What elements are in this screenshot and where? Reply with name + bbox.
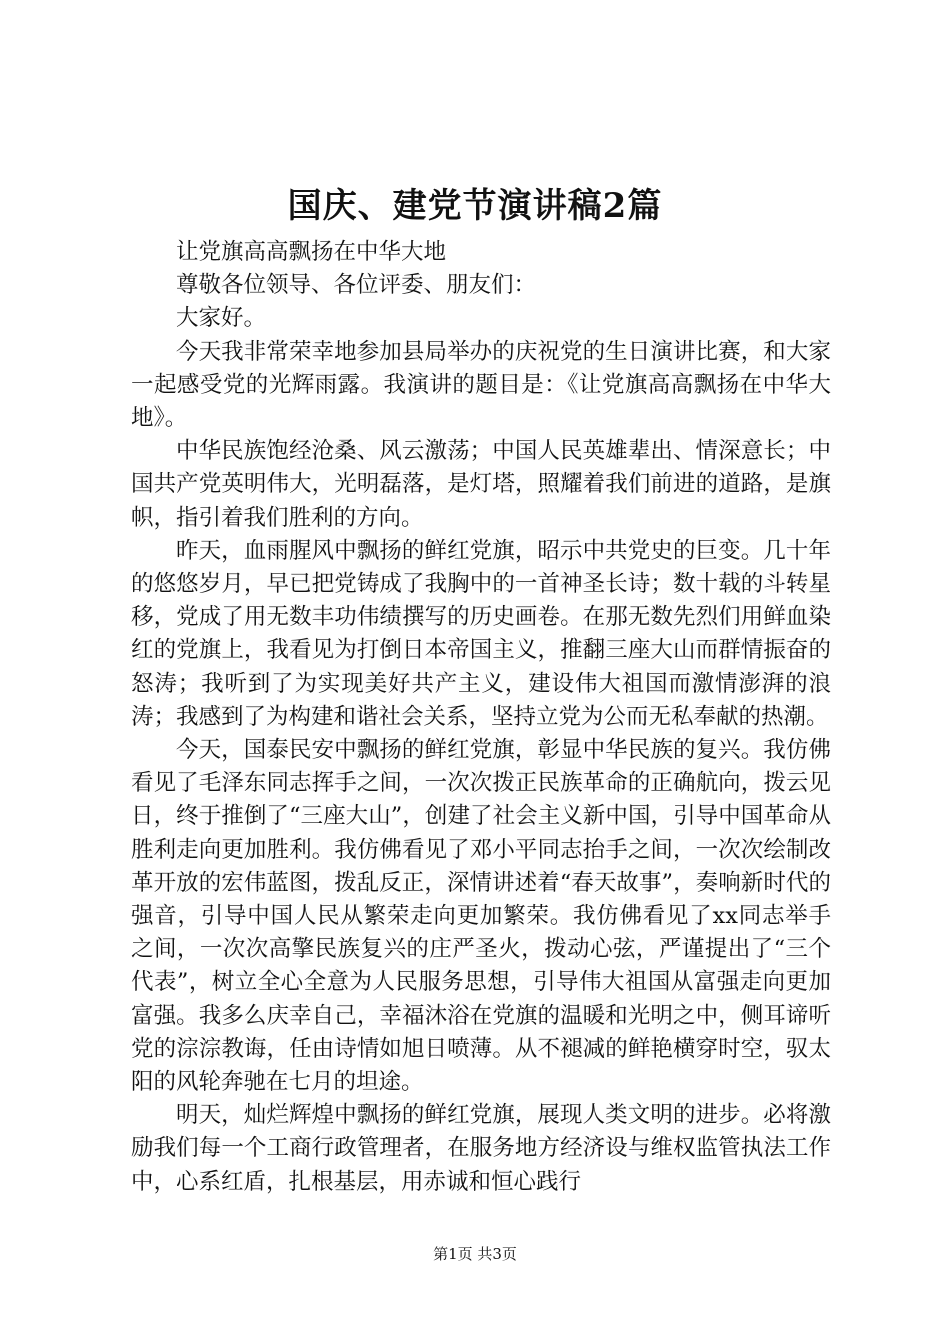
- paragraph: 明天，灿烂辉煌中飘扬的鲜红党旗，展现人类文明的进步。必将激励我们每一个工商行政管理者，在服务地方经济设与维权监管执法工作中，心系红盾，扎根基层，用赤诚和恒心践行: [131, 1102, 831, 1195]
- page-footer: 第1页 共3页: [433, 1245, 517, 1263]
- paragraph: 今天我非常荣幸地参加县局举办的庆祝党的生日演讲比赛，和大家一起感受党的光辉雨露。我演讲的题目是：《让党旗高高飘扬在中华大地》。: [131, 338, 831, 432]
- paragraph: 大家好。: [176, 305, 267, 332]
- paragraph: 中华民族饱经沧桑、风云激荡；中国人民英雄辈出、情深意长；中国共产党英明伟大，光明磊落，是灯塔，照耀着我们前进的道路，是旗帜，指引着我们胜利的方向。: [131, 438, 831, 531]
- paragraph: 让党旗高高飘扬在中华大地: [176, 239, 447, 265]
- paragraph: 尊敬各位领导、各位评委、朋友们：: [176, 272, 537, 299]
- paragraph: 昨天，血雨腥风中飘扬的鲜红党旗，昭示中共党史的巨变。几十年的悠悠岁月，早已把党铸成了我胸中的一首神圣长诗；数十载的斗转星移，党成了用无数丰功伟绩撰写的历史画卷。在那无数先烈们用鲜血染红的党旗上，我看见为打倒日本帝国主义，推翻三座大山而群情振奋的怒涛；我听到了为实现美好共产主义，建设伟大祖国而激情澎湃的浪涛；我感到了为构建和谐社会关系，坚持立党为公而无私奉献的热潮。: [131, 537, 831, 730]
- paragraph: 今天，国泰民安中飘扬的鲜红党旗，彰显中华民族的复兴。我仿佛看见了毛泽东同志挥手之间，一次次拨正民族革命的正确航向，拨云见日，终于推倒了“三座大山”，创建了社会主义新中国，引导中国革命从胜利走向更加胜利。我仿佛看见了邓小平同志抬手之间，一次次绘制改革开放的宏伟蓝图，拨乱反正，深情讲述着“春天故事”，奏响新时代的强音，引导中国人民从繁荣走向更加繁荣。我仿佛看见了xx同志举手之间，一次次高擎民族复兴的庄严圣火，拨动心弦，严谨提出了“三个代表”，树立全心全意为人民服务思想，引导伟大祖国从富强走向更加富强。我多么庆幸自己，幸福沐浴在党旗的温暖和光明之中，侧耳谛听党的淙淙教诲，任由诗情如旭日喷薄。从不褪减的鲜艳横穿时空，驭太阳的风轮奔驰在七月的坦途。: [131, 737, 831, 1096]
- document-body: [131, 236, 831, 1199]
- document-title: 国庆、建党节演讲稿2篇: [287, 186, 663, 226]
